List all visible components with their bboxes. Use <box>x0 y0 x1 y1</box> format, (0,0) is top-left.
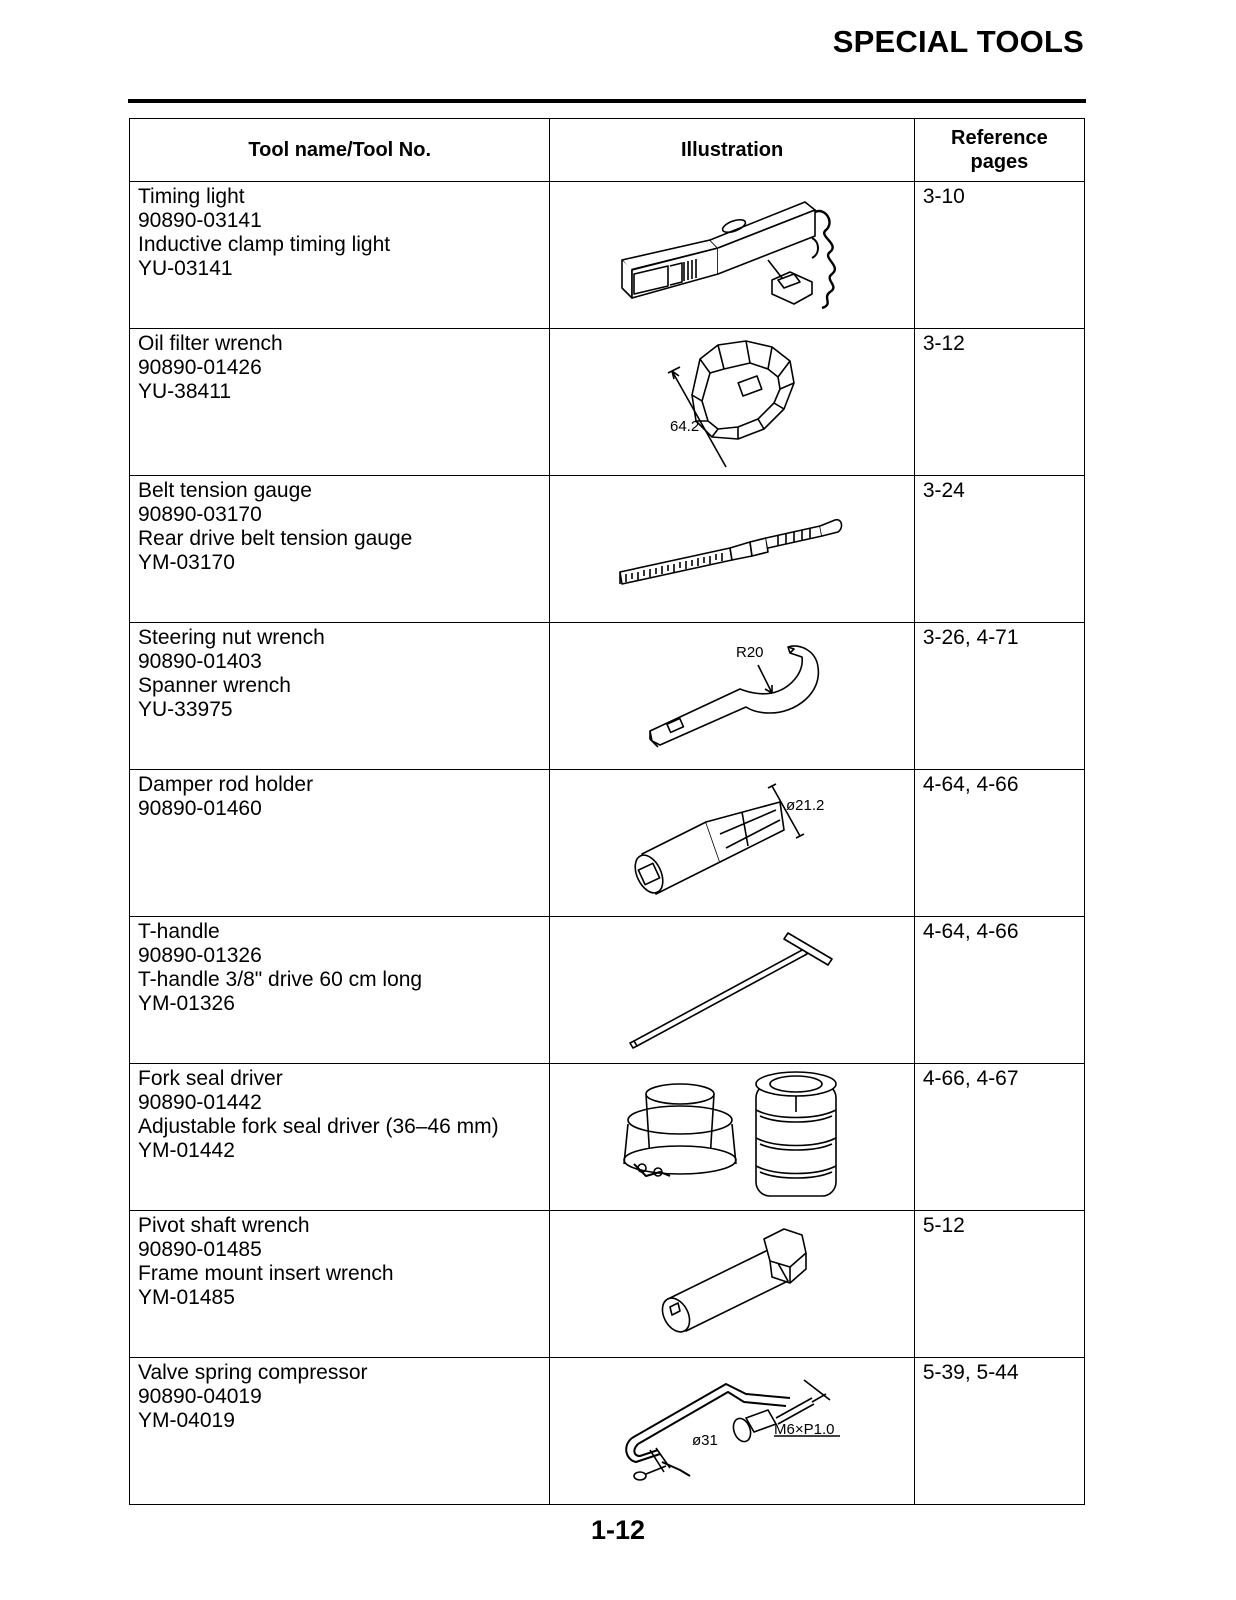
table-row <box>130 1358 1085 1505</box>
steering-nut-wrench-illustration <box>550 623 914 766</box>
tool-alt-number: YM-04019 <box>138 1409 235 1432</box>
illustration-cell <box>550 623 914 770</box>
tool-number: 90890-01460 <box>138 797 262 820</box>
dimension-label: ø21.2 <box>786 797 825 814</box>
belt-tension-gauge-illustration <box>550 476 914 619</box>
damper-rod-holder-illustration <box>550 770 914 913</box>
t-handle-illustration <box>550 917 914 1060</box>
illustration-cell <box>550 329 914 476</box>
table-row <box>130 917 1085 1064</box>
tool-name: Steering nut wrench <box>138 626 325 649</box>
tool-alt-number: YM-01442 <box>138 1139 235 1162</box>
tool-name-cell <box>130 476 550 623</box>
illustration-cell <box>550 476 914 623</box>
tool-alt-name: Rear drive belt tension gauge <box>138 527 413 550</box>
illustration-cell <box>550 1358 914 1505</box>
dimension-label: ø31 <box>692 1432 719 1449</box>
reference-cell: 3-10 <box>914 182 1084 329</box>
tool-alt-number: YU-33975 <box>138 698 233 721</box>
table-row <box>130 476 1085 623</box>
reference-cell: 4-64, 4-66 <box>914 770 1084 917</box>
tool-name-cell <box>130 1211 550 1358</box>
illustration-cell <box>550 1064 914 1211</box>
oil-filter-wrench-illustration <box>550 329 914 472</box>
reference-cell: 3-26, 4-71 <box>914 623 1084 770</box>
valve-spring-compressor-illustration <box>550 1358 914 1501</box>
tool-name: T-handle <box>138 920 220 943</box>
reference-cell: 3-24 <box>914 476 1084 623</box>
dimension-label: 64.2 <box>670 418 700 435</box>
illustration-cell <box>550 917 914 1064</box>
tool-number: 90890-04019 <box>138 1385 262 1408</box>
table-row <box>130 1064 1085 1211</box>
reference-cell: 5-12 <box>914 1211 1084 1358</box>
table-row <box>130 623 1085 770</box>
dimension-label: R20 <box>736 644 764 661</box>
tool-name: Belt tension gauge <box>138 479 312 502</box>
reference-cell: 5-39, 5-44 <box>914 1358 1084 1505</box>
dimension-label: M6×P1.0 <box>774 1421 835 1438</box>
table-row <box>130 770 1085 917</box>
page-number: 1-12 <box>590 1515 646 1545</box>
tool-name: Timing light <box>138 185 245 208</box>
tool-name-cell <box>130 182 550 329</box>
tool-alt-number: YU-03141 <box>138 257 233 280</box>
fork-seal-driver-illustration <box>550 1064 914 1207</box>
illustration-cell <box>550 1211 914 1358</box>
header-reference-text: Reference pages <box>951 127 1048 173</box>
tool-alt-name: Adjustable fork seal driver (36–46 mm) <box>138 1115 499 1138</box>
tool-number: 90890-01442 <box>138 1091 262 1114</box>
tool-name-cell <box>130 1064 550 1211</box>
tool-name-cell <box>130 329 550 476</box>
reference-cell: 4-66, 4-67 <box>914 1064 1084 1211</box>
table-header-row <box>130 119 1085 182</box>
tool-alt-number: YM-01326 <box>138 992 235 1015</box>
tool-name-cell <box>130 917 550 1064</box>
table-row <box>130 182 1085 329</box>
tool-name-cell <box>130 770 550 917</box>
page-title: SPECIAL TOOLS <box>832 24 1084 59</box>
illustration-cell <box>550 770 914 917</box>
header-illustration: Illustration <box>550 119 914 182</box>
tool-number: 90890-01485 <box>138 1238 262 1261</box>
illustration-cell <box>550 182 914 329</box>
tool-number: 90890-01326 <box>138 944 262 967</box>
tool-alt-number: YM-03170 <box>138 551 235 574</box>
reference-cell: 3-12 <box>914 329 1084 476</box>
tool-number: 90890-01426 <box>138 356 262 379</box>
reference-cell: 4-64, 4-66 <box>914 917 1084 1064</box>
tool-name: Pivot shaft wrench <box>138 1214 310 1237</box>
tool-name: Damper rod holder <box>138 773 314 796</box>
tool-alt-name: T-handle 3/8" drive 60 cm long <box>138 968 423 991</box>
table-row <box>130 1211 1085 1358</box>
tool-number: 90890-01403 <box>138 650 262 673</box>
tool-number: 90890-03141 <box>138 209 262 232</box>
tool-alt-number: YU-38411 <box>138 380 232 403</box>
tool-name-cell <box>130 623 550 770</box>
tool-name: Oil filter wrench <box>138 332 283 355</box>
header-reference-pages <box>914 119 1084 182</box>
timing-light-illustration <box>550 182 914 325</box>
table-row <box>130 329 1085 476</box>
title-rule <box>128 99 1086 103</box>
header-tool-name: Tool name/Tool No. <box>130 119 550 182</box>
tool-alt-name: Spanner wrench <box>138 674 291 697</box>
tool-alt-name: Inductive clamp timing light <box>138 233 391 256</box>
pivot-shaft-wrench-illustration <box>550 1211 914 1354</box>
tool-number: 90890-03170 <box>138 503 262 526</box>
tool-name: Fork seal driver <box>138 1067 283 1090</box>
tool-alt-name: Frame mount insert wrench <box>138 1262 394 1285</box>
tool-name-cell <box>130 1358 550 1505</box>
tool-alt-number: YM-01485 <box>138 1286 235 1309</box>
special-tools-table <box>129 118 1085 1505</box>
tool-name: Valve spring compressor <box>138 1361 368 1384</box>
